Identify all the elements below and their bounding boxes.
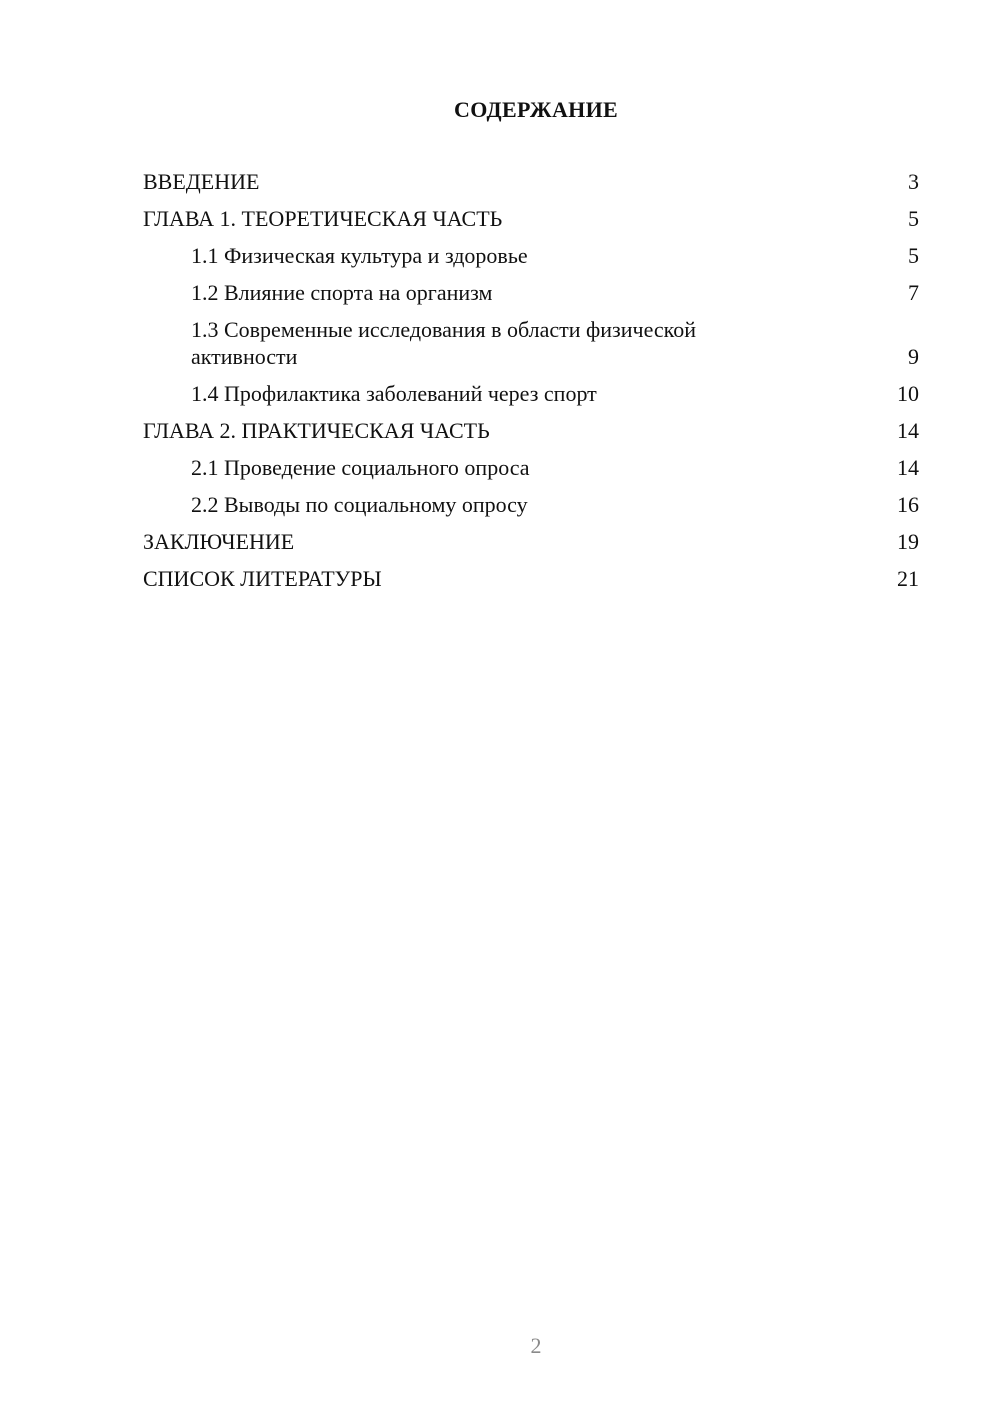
toc-entry-page: 5 — [908, 206, 919, 231]
toc-entry-section-2-1[interactable] — [143, 454, 919, 481]
toc-entry-section-1-3[interactable] — [143, 316, 919, 370]
toc-entry-label: ВВЕДЕНИЕ — [143, 169, 260, 194]
toc-entry-label: 2.1 Проведение социального опроса — [191, 455, 530, 480]
toc-entry-label: ГЛАВА 1. ТЕОРЕТИЧЕСКАЯ ЧАСТЬ — [143, 206, 503, 231]
toc-entry-section-1-2[interactable] — [143, 279, 919, 306]
toc-entry-page: 14 — [897, 455, 919, 480]
toc-entry-label: СПИСОК ЛИТЕРАТУРЫ — [143, 566, 382, 591]
toc-entry-label: 1.1 Физическая культура и здоровье — [191, 243, 528, 268]
toc-entry-page: 7 — [908, 280, 919, 305]
toc-entry-section-2-2[interactable] — [143, 491, 919, 518]
toc-entry-section-1-1[interactable] — [143, 242, 919, 269]
toc-entry-label: 1.3 Современные исследования в области физической активности — [191, 317, 696, 369]
toc-entry-page: 9 — [908, 344, 919, 369]
page-number: 2 — [530, 1333, 542, 1358]
toc-entry-conclusion[interactable] — [143, 528, 919, 555]
toc-entry-label: ГЛАВА 2. ПРАКТИЧЕСКАЯ ЧАСТЬ — [143, 418, 490, 443]
toc-entry-chapter-2[interactable] — [143, 417, 919, 444]
table-of-contents — [143, 168, 919, 602]
toc-entry-page: 10 — [897, 381, 919, 406]
toc-entry-page: 3 — [908, 169, 919, 194]
toc-entry-introduction[interactable] — [143, 168, 919, 195]
toc-entry-page: 5 — [908, 243, 919, 268]
toc-entry-page: 14 — [897, 418, 919, 443]
toc-entry-chapter-1[interactable] — [143, 205, 919, 232]
toc-entry-page: 19 — [897, 529, 919, 554]
toc-entry-section-1-4[interactable] — [143, 380, 919, 407]
toc-entry-label: 1.2 Влияние спорта на организм — [191, 280, 493, 305]
toc-entry-label: ЗАКЛЮЧЕНИЕ — [143, 529, 295, 554]
toc-entry-label: 2.2 Выводы по социальному опросу — [191, 492, 528, 517]
toc-entry-label: 1.4 Профилактика заболеваний через спорт — [191, 381, 597, 406]
page-title: СОДЕРЖАНИЕ — [454, 97, 618, 122]
toc-entry-page: 16 — [897, 492, 919, 517]
toc-entry-references[interactable] — [143, 565, 919, 592]
toc-entry-page: 21 — [897, 566, 919, 591]
